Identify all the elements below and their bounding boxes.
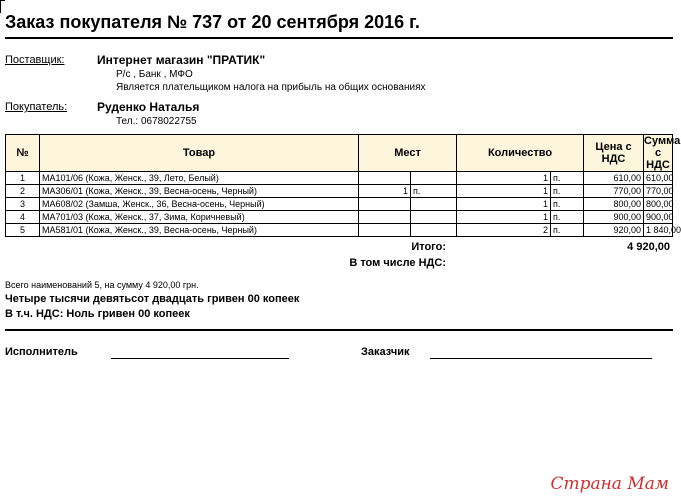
vat-label: В том числе НДС:	[349, 257, 446, 269]
buyer-label: Покупатель:	[5, 101, 68, 113]
table-row	[6, 224, 673, 237]
row-qty: 1	[457, 185, 551, 198]
row-places	[359, 172, 411, 185]
header-places: Мест	[359, 135, 457, 172]
row-places-unit: п.	[411, 185, 457, 198]
order-items-table	[5, 134, 681, 237]
table-row	[6, 211, 673, 224]
row-unit: п.	[551, 224, 584, 237]
supplier-label: Поставщик:	[5, 54, 65, 66]
watermark-logo: Страна Мам	[550, 474, 669, 494]
row-qty: 1	[457, 172, 551, 185]
row-sum: 610,00	[644, 172, 673, 185]
document-title: Заказ покупателя № 737 от 20 сентября 2016 г.	[5, 12, 420, 32]
row-sum: 770,00	[644, 185, 673, 198]
row-product: MA101/06 (Кожа, Женск., 39, Лето, Белый)	[40, 172, 359, 185]
vat-in-words: В т.ч. НДС: Ноль гривен 00 копеек	[5, 308, 190, 320]
supplier-name: Интернет магазин "ПРАТИК"	[97, 53, 266, 67]
row-num: 2	[6, 185, 40, 198]
row-price: 900,00	[584, 211, 644, 224]
row-product: MA701/03 (Кожа, Женск., 37, Зима, Коричневый)	[40, 211, 359, 224]
row-price: 920,00	[584, 224, 644, 237]
table-row	[6, 172, 673, 185]
row-places-unit	[411, 224, 457, 237]
header-product: Товар	[40, 135, 359, 172]
row-price: 800,00	[584, 198, 644, 211]
row-qty: 1	[457, 211, 551, 224]
supplier-tax-status: Является плательщиком налога на прибыль на общих основаниях	[116, 82, 426, 93]
items-count-summary: Всего наименований 5, на сумму 4 920,00 грн.	[5, 280, 199, 290]
row-price: 610,00	[584, 172, 644, 185]
row-num: 3	[6, 198, 40, 211]
row-unit: п.	[551, 172, 584, 185]
row-num: 5	[6, 224, 40, 237]
row-num: 4	[6, 211, 40, 224]
buyer-phone: Тел.: 0678022755	[116, 116, 197, 127]
row-unit: п.	[551, 198, 584, 211]
customer-label: Заказчик	[361, 346, 410, 358]
total-value: 4 920,00	[627, 241, 670, 253]
supplier-bank: Р/с , Банк , МФО	[116, 69, 193, 80]
table-row	[6, 198, 673, 211]
row-sum: 1 840,00	[644, 224, 673, 237]
row-qty: 2	[457, 224, 551, 237]
row-places-unit	[411, 211, 457, 224]
row-product: MA608/02 (Замша, Женск., 36, Весна-осень, Черный)	[40, 198, 359, 211]
header-sum: Сумма с НДС	[644, 135, 681, 171]
total-label: Итого:	[411, 241, 446, 253]
header-num: №	[6, 135, 40, 172]
row-places	[359, 224, 411, 237]
amount-in-words: Четыре тысячи девятьсот двадцать гривен 00 копеек	[5, 293, 300, 305]
row-places	[359, 211, 411, 224]
summary-divider	[5, 329, 673, 331]
table-header-row	[6, 135, 673, 172]
table-row	[6, 185, 673, 198]
row-sum: 800,00	[644, 198, 673, 211]
row-unit: п.	[551, 211, 584, 224]
row-num: 1	[6, 172, 40, 185]
row-price: 770,00	[584, 185, 644, 198]
executor-signature-line	[111, 358, 289, 359]
header-price: Цена с НДС	[584, 135, 644, 172]
title-divider	[5, 37, 673, 39]
row-places-unit	[411, 198, 457, 211]
row-places: 1	[359, 185, 411, 198]
buyer-name: Руденко Наталья	[97, 100, 200, 114]
header-quantity: Количество	[457, 135, 584, 172]
row-unit: п.	[551, 185, 584, 198]
row-places-unit	[411, 172, 457, 185]
row-product: MA306/01 (Кожа, Женск., 39, Весна-осень, Черный)	[40, 185, 359, 198]
row-sum: 900,00	[644, 211, 673, 224]
row-places	[359, 198, 411, 211]
row-product: MA581/01 (Кожа, Женск., 39, Весна-осень, Черный)	[40, 224, 359, 237]
executor-label: Исполнитель	[5, 346, 78, 358]
customer-signature-line	[430, 358, 652, 359]
row-qty: 1	[457, 198, 551, 211]
